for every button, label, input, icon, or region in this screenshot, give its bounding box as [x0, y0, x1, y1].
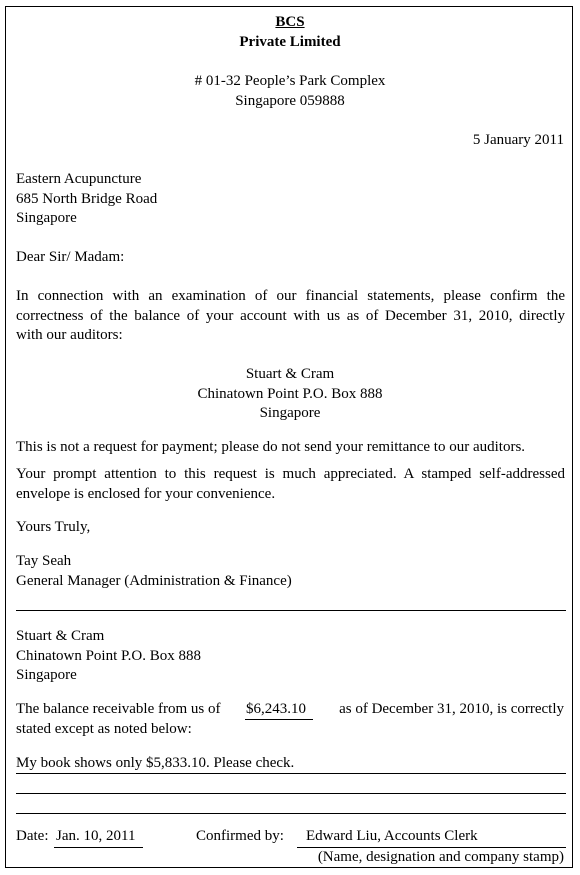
- body-paragraph-3-line: envelope is enclosed for your convenience.: [16, 485, 276, 502]
- auditor-name: Stuart & Cram: [245, 366, 335, 382]
- body-paragraph-3: [16, 465, 565, 504]
- balance-suffix: as of December 31, 2010, is correctly: [339, 701, 564, 717]
- note-line: [16, 773, 566, 774]
- note-line: [16, 793, 566, 794]
- company-name: BCS: [275, 14, 305, 30]
- body-paragraph-1-line: In connection with an examination of our financial statements, please confirm the: [16, 288, 565, 304]
- confirmed-by-value: Edward Liu, Accounts Clerk: [306, 828, 478, 844]
- reply-to-name: Stuart & Cram: [16, 628, 105, 644]
- recipient-country: Singapore: [16, 210, 77, 226]
- company-type: Private Limited: [239, 34, 341, 50]
- reply-to-box: Chinatown Point P.O. Box 888: [16, 648, 202, 664]
- body-paragraph-1: [16, 287, 565, 346]
- reply-date-underline: [54, 847, 143, 848]
- closing: Yours Truly,: [16, 519, 91, 535]
- balance-prefix: The balance receivable from us of: [16, 701, 221, 717]
- letter-date: 5 January 2011: [472, 132, 564, 148]
- stamp-caption: (Name, designation and company stamp): [317, 849, 564, 865]
- signatory-name: Tay Seah: [16, 553, 72, 569]
- body-paragraph-3-line: Your prompt attention to this request is much appreciated. A stamped self-addressed: [16, 466, 565, 482]
- salutation: Dear Sir/ Madam:: [16, 249, 125, 265]
- reply-to-country: Singapore: [16, 667, 77, 683]
- body-paragraph-2: This is not a request for payment; please do not send your remittance to our auditors.: [16, 439, 526, 455]
- exception-note: My book shows only $5,833.10. Please check.: [16, 755, 295, 771]
- reply-date-value: Jan. 10, 2011: [56, 828, 136, 844]
- reply-date-label: Date:: [16, 828, 49, 844]
- balance-amount: $6,243.10: [246, 701, 306, 717]
- note-line: [16, 813, 566, 814]
- confirmation-letter: [5, 6, 573, 868]
- balance-line2: stated except as noted below:: [16, 721, 192, 737]
- body-paragraph-1-line: with our auditors:: [16, 327, 123, 343]
- recipient-name: Eastern Acupuncture: [16, 171, 142, 187]
- body-paragraph-1-line: correctness of the balance of your account with us as of December 31, 2010, directly: [16, 307, 565, 324]
- company-address-line2: Singapore 059888: [235, 93, 345, 109]
- company-address-line1: # 01-32 People’s Park Complex: [194, 73, 386, 89]
- section-divider: [16, 610, 566, 611]
- auditor-country: Singapore: [259, 405, 321, 421]
- confirmed-by-label: Confirmed by:: [196, 828, 284, 844]
- auditor-box: Chinatown Point P.O. Box 888: [197, 386, 383, 402]
- recipient-street: 685 North Bridge Road: [16, 191, 158, 207]
- signatory-title: General Manager (Administration & Finance): [16, 573, 292, 589]
- balance-amount-underline: [245, 719, 313, 720]
